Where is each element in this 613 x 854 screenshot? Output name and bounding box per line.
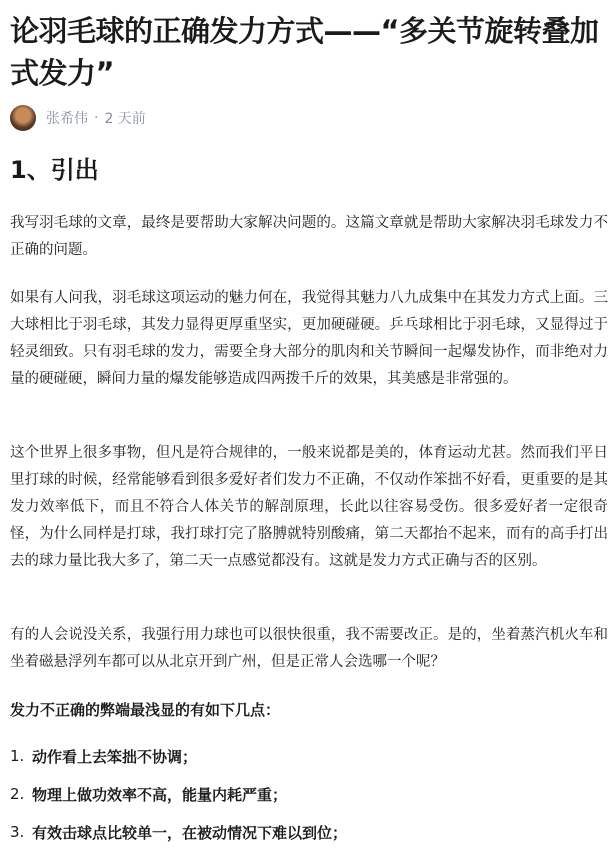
list-item-text: 有效击球点比较单一，在被动情况下难以到位；	[32, 823, 348, 842]
author-name[interactable]: 张希伟	[46, 111, 88, 127]
publish-time: 2 天前	[104, 111, 146, 127]
list-item-number: 3.	[10, 823, 25, 841]
list-item-text: 动作看上去笨拙不协调；	[32, 747, 198, 766]
list-item	[10, 737, 610, 775]
meta-separator: ·	[94, 110, 99, 126]
article-title: 论羽毛球的正确发力方式——“多关节旋转叠加式发力”	[10, 14, 599, 90]
paragraph-4: 有的人会说没关系，我强行用力球也可以很快很重，我不需要改正。是的，坐着蒸汽机火车和坐着磁悬浮列车都可以从北京开到广州，但是正常人会选哪一个呢？	[10, 627, 608, 670]
avatar[interactable]	[10, 105, 36, 131]
author-row	[10, 104, 146, 132]
list-item	[10, 775, 610, 813]
list-item	[10, 813, 610, 851]
list-item-number: 2.	[10, 785, 25, 803]
paragraph-2: 如果有人问我，羽毛球这项运动的魅力何在，我觉得其魅力八九成集中在其发力方式上面。三大球相比于羽毛球，其发力显得更厚重坚实，更加硬碰硬。乒乓球相比于羽毛球，又显得过于轻灵细致。只有羽毛球的发力，需要全身大部分的肌肉和关节瞬间一起爆发协作，而非绝对力量的硬碰硬，瞬间力量的爆发能够造成四两拨千斤的效果，其美感是非常强的。	[10, 290, 608, 387]
list-heading: 发力不正确的弊端最浅显的有如下几点：	[10, 701, 281, 719]
paragraph-3: 这个世界上很多事物，但凡是符合规律的，一般来说都是美的，体育运动尤甚。然而我们平日里打球的时候，经常能够看到很多爱好者们发力不正确，不仅动作笨拙不好看，更重要的是其发力效率低下，而且不符合人体关节的解剖原理，长此以往容易受伤。很多爱好者一定很奇怪，为什么同样是打球，我打球打完了胳膊就特别酸痛，第二天都抬不起来，而有的高手打出去的球力量比我大多了，第二天一点感觉都没有。这就是发力方式正确与否的区别。	[10, 445, 608, 569]
list-item-number: 1.	[10, 747, 25, 765]
paragraph-1: 我写羽毛球的文章，最终是要帮助大家解决问题的。这篇文章就是帮助大家解决羽毛球发力不正确的问题。	[10, 215, 608, 258]
drawbacks-list	[10, 737, 610, 851]
list-item-text: 物理上做功效率不高，能量内耗严重；	[32, 785, 288, 804]
section-heading: 1、引出	[10, 156, 99, 184]
